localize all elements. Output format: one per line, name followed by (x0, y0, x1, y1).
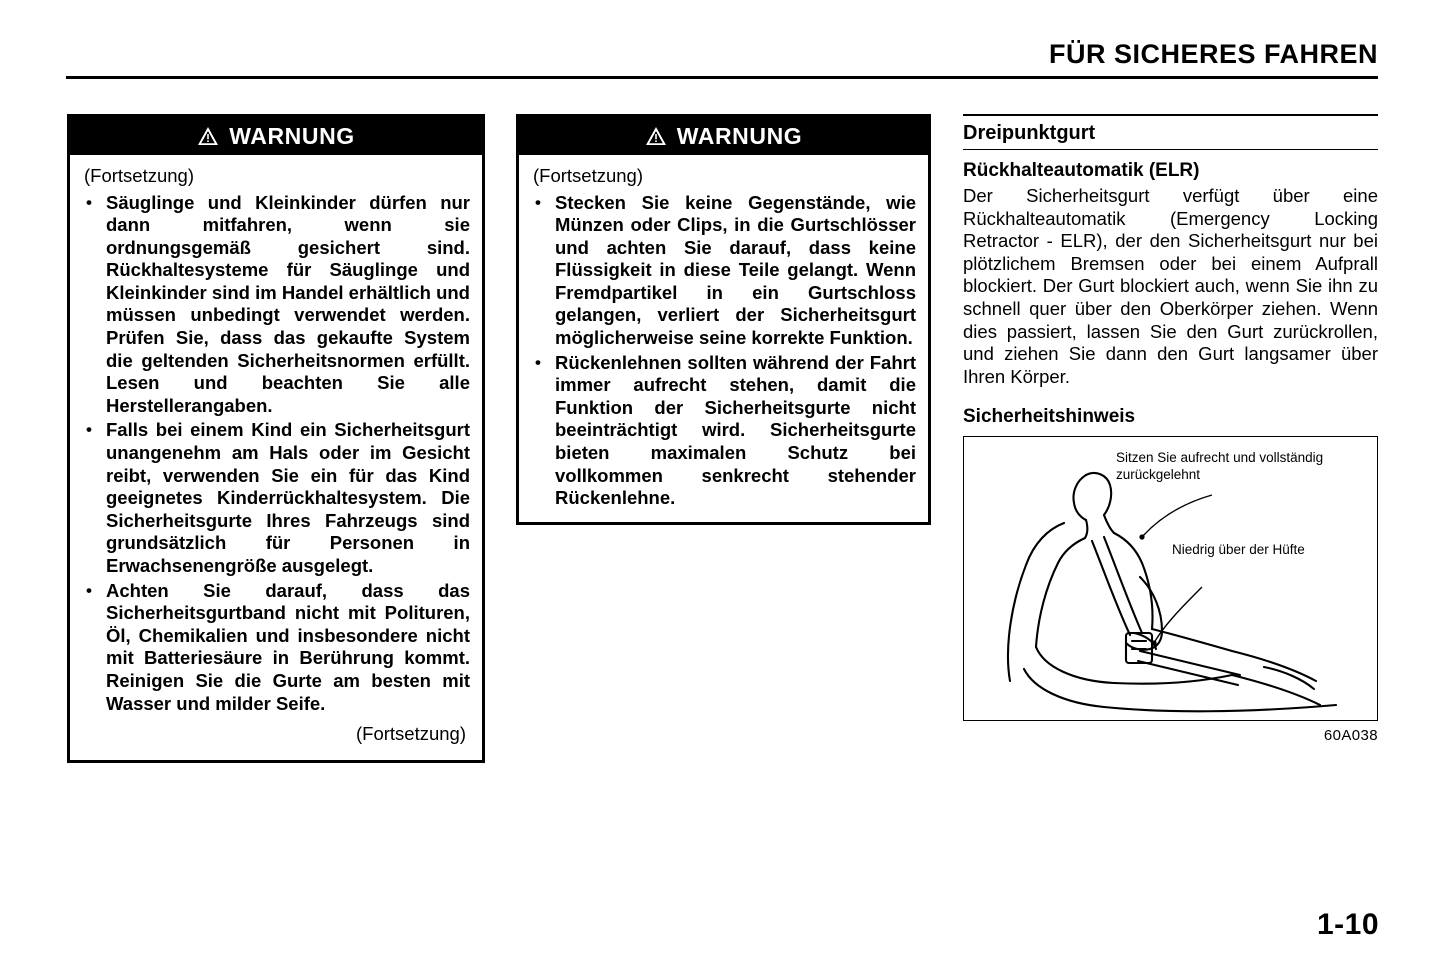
section-rule-bottom (963, 149, 1378, 150)
warning-box-1 (67, 114, 485, 763)
list-item: • Stecken Sie keine Gegenstände, wie Münzen oder Clips, in die Gurtschlösser und achten Sie darauf, dass keine Flüssigkeit in diese Teile gelangt. Wenn Fremdpartikel in ein Gurtschloss gelangen, verliert der Sicherheitsgurt möglicherweise seine korrekte Funktion. (531, 192, 916, 350)
continued-note-top-2: (Fortsetzung) (533, 165, 644, 186)
header-rule (66, 76, 1378, 79)
warning-label-1: WARNUNG (229, 122, 355, 149)
page-header (66, 38, 1378, 79)
continued-note-bottom-1: (Fortsetzung) (355, 723, 466, 745)
page-title: FÜR SICHERES FAHREN (1048, 39, 1378, 69)
page-number: 1-10 (1316, 908, 1379, 941)
list-item: • Säuglinge und Kleinkinder dürfen nur dann mitfahren, wenn sie ordnungsgemäß gesichert sind. Rückhaltesysteme für Säuglinge und Kleinkinder sind im Handel erhältlich und müssen unbedingt verwendet werden. Prüfen Sie, dass das gekaufte System die geltenden Sicherheitsnormen erfüllt. Lesen und beachten Sie alle Herstellerangaben. (82, 192, 470, 418)
subsection-title: Rückhalteautomatik (ELR) (963, 160, 1200, 181)
warning-header-1 (70, 117, 482, 155)
warning-body-1 (70, 155, 482, 760)
warning-body-2 (519, 155, 928, 522)
column-3 (963, 114, 1378, 744)
warning-header-2 (519, 117, 928, 155)
section-title: Dreipunktgurt (963, 122, 1096, 144)
list-item: • Achten Sie darauf, dass das Sicherheitsgurtband nicht mit Polituren, Öl, Chemikalien und insbesondere nicht mit Batteriesäure in Berührung kommt. Reinigen Sie die Gurte am besten mit Wasser und milder Seife. (82, 580, 470, 716)
column-1 (67, 114, 485, 763)
warning-list-1 (82, 192, 470, 716)
note-title: Sicherheitshinweis (963, 406, 1136, 428)
warning-triangle-icon (645, 126, 667, 146)
warning-list-2 (531, 192, 916, 510)
warning-box-2 (516, 114, 931, 525)
list-item: • Falls bei einem Kind ein Sicherheitsgurt unangenehm am Hals oder im Gesicht reibt, verwenden Sie ein für das Kind geeignetes Kinderrückhaltesystem. Die Sicherheitsgurte Ihres Fahrzeugs sind grundsätzlich für Personen in Erwachsenengröße ausgelegt. (82, 419, 470, 577)
figure-label-bottom: Niedrig über der Hüfte (1172, 542, 1305, 558)
warning-label-2: WARNUNG (676, 122, 803, 149)
body-paragraph: Der Sicherheitsgurt verfügt über eine Rückhalteautomatik (Emergency Locking Retractor - ELR), der den Sicherheitsgurt nur bei plötzlichem Bremsen oder bei einem Aufprall blockiert. Der Gurt blockiert auch, wenn Sie ihn zu schnell quer über den Oberkörper ziehen. Wenn dies passiert, lassen Sie den Gurt zurückrollen, und ziehen Sie dann den Gurt langsamer über Ihren Körper. (963, 185, 1378, 387)
seatbelt-figure (963, 436, 1378, 721)
warning-triangle-icon (197, 126, 219, 146)
figure-caption: 60A038 (1323, 727, 1378, 745)
column-2 (516, 114, 931, 525)
figure-label-top: Sitzen Sie aufrecht und vollständig zurückgelehnt (1116, 450, 1324, 483)
list-item: • Rückenlehnen sollten während der Fahrt immer aufrecht stehen, damit die Funktion der Sicherheitsgurte nicht beeinträchtigt wird. Sicherheitsgurte bieten maximalen Schutz bei vollkommen senkrecht stehender Rückenlehne. (531, 352, 916, 510)
continued-note-top-1: (Fortsetzung) (84, 165, 195, 186)
